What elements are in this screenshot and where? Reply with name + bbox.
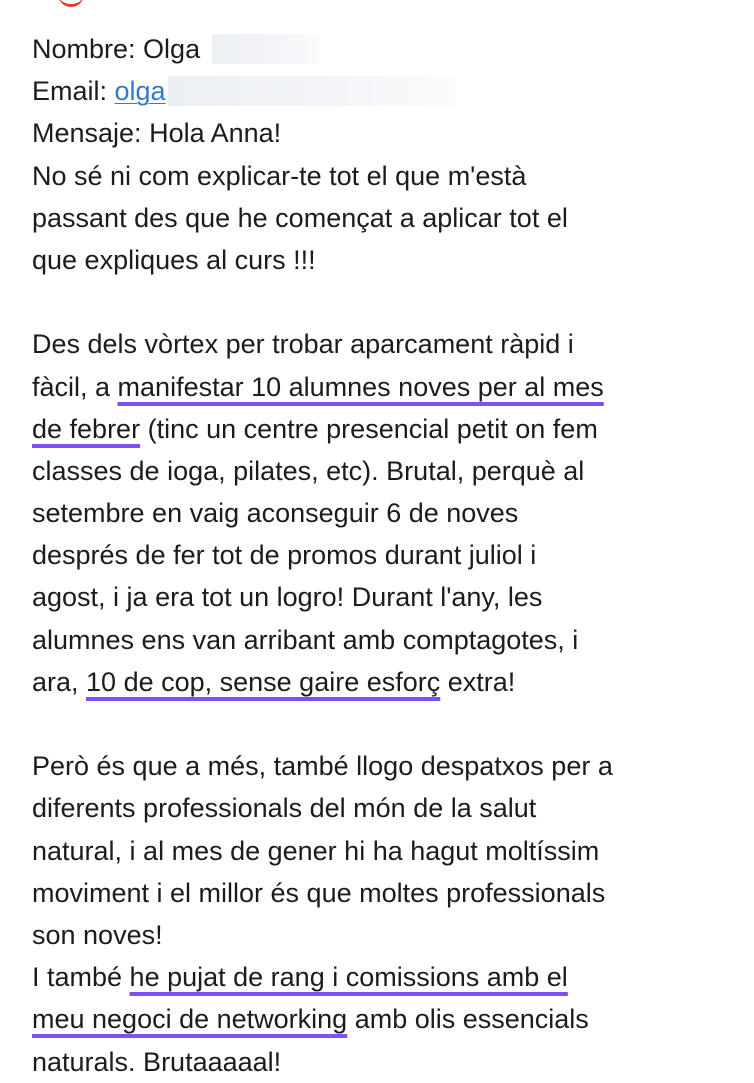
p3-line-3: natural, i al mes de gener hi ha hagut moltíssim	[32, 835, 600, 866]
highlight-ten-at-once: 10 de cop, sense gaire esforç	[86, 666, 441, 697]
email-body	[32, 28, 732, 1083]
p2-line-3	[32, 408, 732, 450]
message-row	[32, 112, 732, 154]
p2-line-2	[32, 366, 732, 408]
email-row	[32, 70, 732, 112]
p3-line-7	[32, 998, 732, 1040]
p2-line-8: alumnes ens van arribant amb comptagotes, i	[32, 624, 579, 655]
p2-line-1: Des dels vòrtex per trobar aparcament ràpid i	[32, 329, 574, 360]
name-label: Nombre:	[32, 34, 136, 64]
p2-line-3-text: (tinc un centre presencial petit on fem	[140, 413, 598, 444]
name-value: Olga	[143, 34, 201, 64]
p2-line-9-text: ara,	[32, 666, 87, 697]
p2-line-6: després de fer tot de promos durant juliol i	[32, 540, 537, 571]
name-row	[32, 28, 732, 70]
p2-line-4: classes de ioga, pilates, etc). Brutal, perquè al	[32, 455, 585, 486]
email-redaction	[168, 76, 456, 106]
p3-line-6	[32, 956, 732, 998]
p2-line-9	[32, 661, 732, 703]
highlight-rank-up: he pujat de rang i comissions amb el	[129, 962, 568, 993]
p3-line-5: son noves!	[32, 919, 163, 950]
paragraph-gap	[32, 281, 732, 323]
paragraph-gap	[32, 703, 732, 745]
p3-line-1: Però és que a més, també llogo despatxos per a	[32, 751, 613, 782]
email-label: Email:	[32, 76, 108, 107]
p2-line-5: setembre en vaig aconseguir 6 de noves	[32, 498, 519, 529]
highlight-networking: meu negoci de networking	[32, 1004, 348, 1035]
p1-line-2: passant des que he començat a aplicar tot el	[32, 202, 568, 233]
p2-line-7: agost, i ja era tot un logro! Durant l'any, les	[32, 582, 543, 613]
email-link[interactable]: olga	[114, 76, 166, 107]
p1-line-3: que expliques al curs !!!	[32, 244, 316, 275]
p3-line-7-text: amb olis essencials	[347, 1004, 589, 1035]
greeting: Hola Anna!	[149, 118, 282, 149]
highlight-manifest: manifestar 10 alumnes noves per al mes	[117, 371, 604, 402]
p1-line-1: No sé ni com explicar-te tot el que m'està	[32, 160, 527, 191]
p3-line-2: diferents professionals del món de la salut	[32, 793, 537, 824]
cropped-red-icon	[58, 0, 84, 7]
p2-line-9-end: extra!	[440, 666, 516, 697]
name-redaction	[212, 34, 320, 64]
p2-line-2-text: fàcil, a	[32, 371, 118, 402]
p3-line-6-text: I també	[32, 962, 130, 993]
highlight-february: de febrer	[32, 413, 141, 444]
p3-line-4: moviment i el millor és que moltes professionals	[32, 877, 606, 908]
message-label: Mensaje:	[32, 118, 142, 149]
p3-line-8: naturals. Brutaaaaal!	[32, 1046, 282, 1077]
